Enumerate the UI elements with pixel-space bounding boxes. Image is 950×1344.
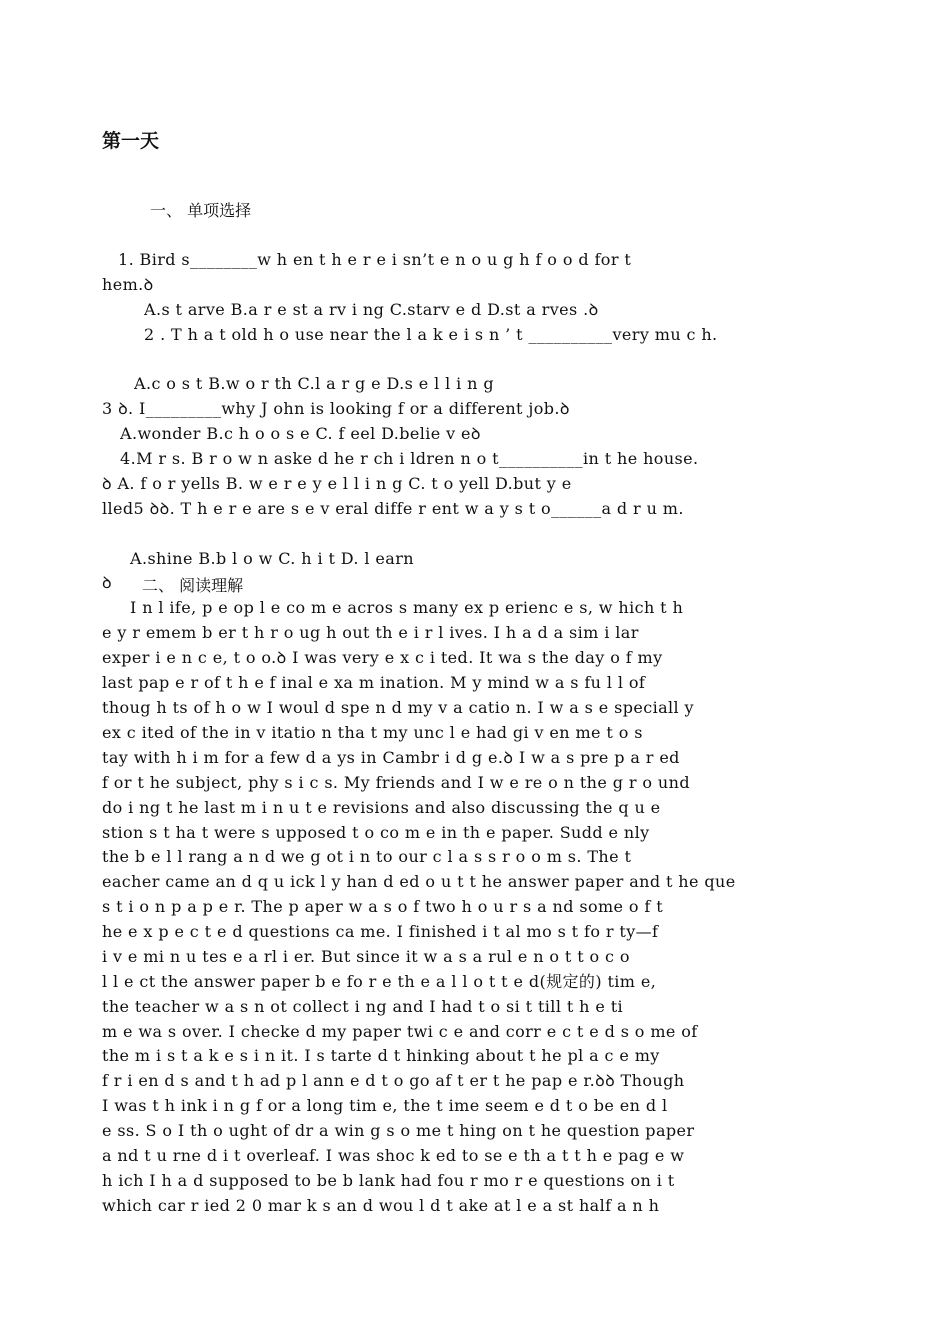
reading-line: s t i o n p a p e r. The p aper w a s o f two h o u r s a nd some o f t: [102, 897, 664, 916]
mcq-line: 2 . T h a t old h o use near the l a k e i s n ’ t __________very mu c h.: [144, 325, 718, 344]
reading-line: f or t he subject, phy s i c s. My friends and I w e re o n the g r o und: [102, 773, 690, 792]
reading-line: l l e ct the answer paper b e fo r e th e a l l o t t e d(规定的) tim e,: [102, 972, 657, 991]
mcq-line: ꝺ A. f o r yells B. w e r e y e l l i n g C. t o yell D.but y e: [102, 474, 572, 493]
mcq-line: A.wonder B.c h o o s e C. f eel D.belie v eꝺ: [120, 424, 481, 443]
reading-line: i v e mi n u tes e a rl i er. But since it w a s a rul e n o t t o c o: [102, 947, 630, 966]
mcq-line: ꝺ: [102, 573, 112, 592]
reading-line: the teacher w a s n ot collect i ng and I had t o si t till t h e ti: [102, 997, 624, 1016]
reading-line: which car r ied 2 0 mar k s an d wou l d t ake at l e a st half a n h: [102, 1196, 660, 1215]
mcq-line: 1. Bird s________w h en t h e r e i sn’t e n o u g h f o o d for t: [118, 250, 632, 269]
reading-line: stion s t ha t were s upposed t o co m e in th e paper. Sudd e nly: [102, 823, 650, 842]
reading-line: do i ng t he last m i n u t e revisions and also discussing the q u e: [102, 798, 661, 817]
reading-line: thoug h ts of h o w I woul d spe n d my v a catio n. I w a s e speciall y: [102, 698, 694, 717]
reading-line: tay with h i m for a few d a ys in Cambr i d g e.ꝺ I w a s pre p a r ed: [102, 748, 680, 767]
reading-line: m e wa s over. I checke d my paper twi c e and corr e c t e d s o me of: [102, 1022, 698, 1041]
mcq-line: hem.ꝺ: [102, 275, 154, 294]
reading-line: e ss. S o I th o ught of dr a win g s o me t hing on t he question paper: [102, 1121, 695, 1140]
reading-line: I was t h ink i n g f or a long tim e, the t ime seem e d t o be en d l: [102, 1096, 668, 1115]
reading-line: exper i e n c e, t o o.ꝺ I was very e x c i ted. It wa s the day o f my: [102, 648, 663, 667]
reading-line: I n l ife, p e op l e co m e acros s many ex p erienc e s, w hich t h: [130, 598, 684, 617]
reading-line: ex c ited of the in v itatio n tha t my unc l e had gi v en me t o s: [102, 723, 643, 742]
mcq-line: 4.M r s. B r o w n aske d he r ch i ldren n o t__________in t he house.: [120, 449, 699, 468]
mcq-line: A.shine B.b l o w C. h i t D. l earn: [130, 549, 414, 568]
section-title-reading: 二、 阅读理解: [142, 576, 244, 595]
mcq-line: 3 ꝺ. I_________why J ohn is looking f or a different job.ꝺ: [102, 399, 570, 418]
mcq-line: lled5 ꝺꝺ. T h e r e are s e v eral diffe r ent w a y s t o______a d r u m.: [102, 499, 684, 518]
reading-line: f r i en d s and t h ad p l ann e d t o go af t er t he pap e r.ꝺꝺ Though: [102, 1071, 685, 1090]
reading-line: he e x p e c t e d questions ca me. I finished i t al mo s t fo r ty—f: [102, 922, 659, 941]
reading-line: the b e l l rang a n d we g ot i n to our c l a s s r o o m s. The t: [102, 847, 632, 866]
reading-line: the m i s t a k e s i n it. I s tarte d t hinking about t he pl a c e my: [102, 1046, 660, 1065]
reading-line: a nd t u rne d i t overleaf. I was shoc k ed to se e th a t t h e pag e w: [102, 1146, 685, 1165]
reading-line: e y r emem b er t h r o ug h out th e i r l ives. I h a d a sim i lar: [102, 623, 639, 642]
mcq-line: A.c o s t B.w o r th C.l a r g e D.s e l l i n g: [134, 374, 494, 393]
day-heading: 第一天: [102, 130, 160, 152]
mcq-line: A.s t arve B.a r e st a rv i ng C.starv e d D.st a rves .ꝺ: [144, 300, 599, 319]
reading-line: h ich I h a d supposed to be b lank had fou r mo r e questions on i t: [102, 1171, 675, 1190]
reading-line: eacher came an d q u ick l y han d ed o u t t he answer paper and t he que: [102, 872, 736, 891]
reading-line: last pap e r of t h e f inal e xa m ination. M y mind w a s fu l l of: [102, 673, 646, 692]
section-title-single-choice: 一、 单项选择: [150, 201, 252, 220]
